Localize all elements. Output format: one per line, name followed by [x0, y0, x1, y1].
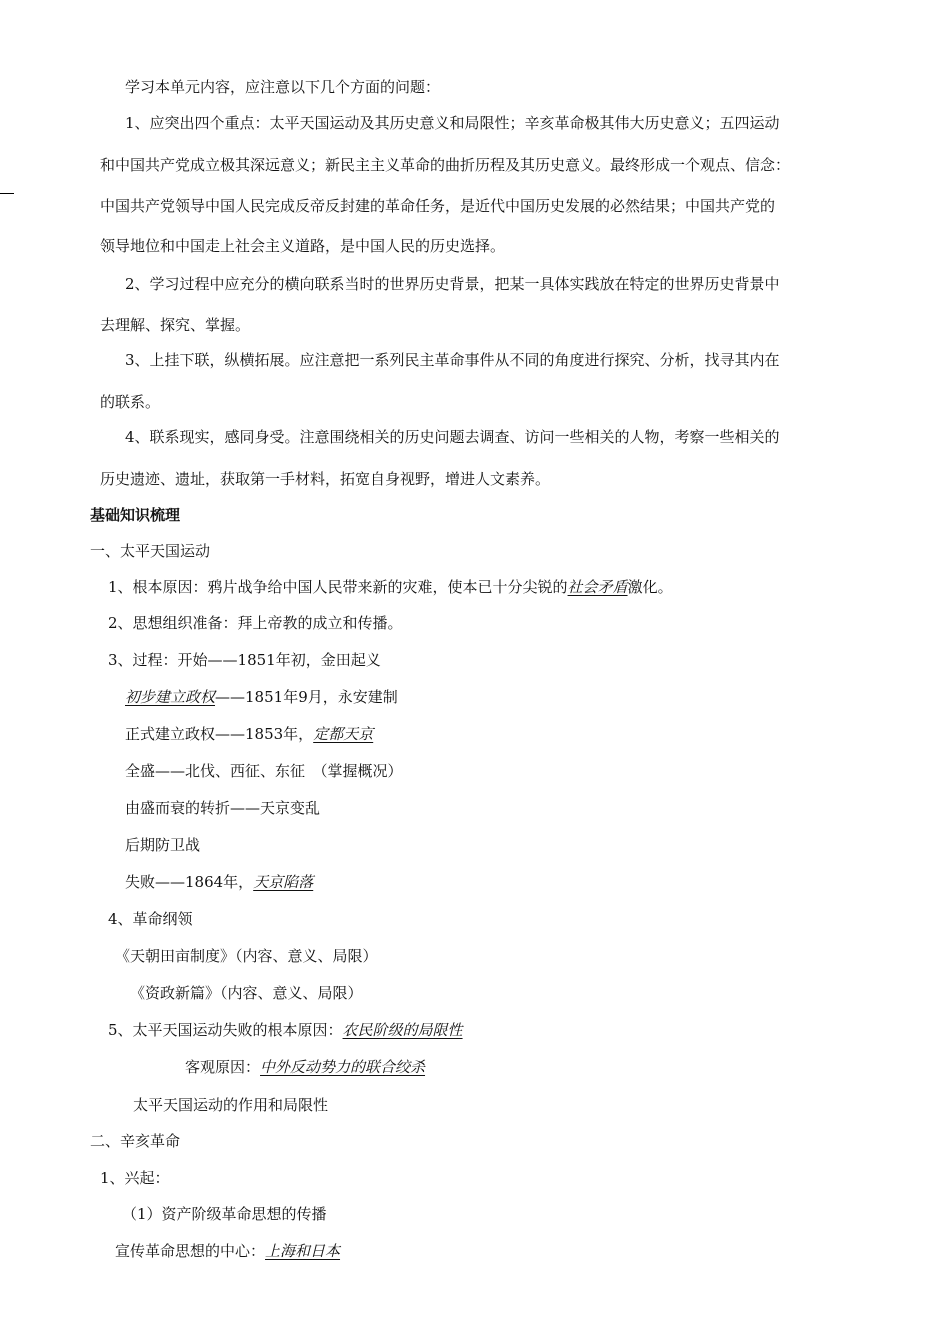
xinhai-item1: 1、兴起： — [100, 1169, 170, 1187]
taiping-item5-underlined: 农民阶级的局限性 — [342, 1021, 463, 1039]
intro-p1-line4: 领导地位和中国走上社会主义道路，是中国人民的历史选择。 — [100, 237, 506, 255]
xinhai-sub1: （1）资产阶级革命思想的传播 — [122, 1205, 327, 1223]
intro-p4-line2: 历史遗迹、遗址，获取第一手材料，拓宽自身视野，增进人文素养。 — [100, 470, 551, 488]
margin-mark — [0, 193, 14, 194]
taiping-item2: 2、思想组织准备：拜上帝教的成立和传播。 — [108, 614, 403, 632]
process-b-underlined: 定都天京 — [313, 725, 374, 743]
intro-lead: 学习本单元内容，应注意以下几个方面的问题： — [125, 78, 441, 96]
intro-p1-line3: 中国共产党领导中国人民完成反帝反封建的革命任务，是近代中国历史发展的必然结果；中国共产党的 — [100, 197, 776, 215]
intro-p2-line2: 去理解、探究、掌握。 — [100, 316, 251, 334]
process-f-pre: 失败——1864年， — [125, 873, 254, 891]
intro-p2-line1: 2、学习过程中应充分的横向联系当时的世界历史背景，把某一具体实践放在特定的世界历史背景中 — [125, 275, 780, 293]
xinhai-heading: 二、辛亥革命 — [90, 1132, 181, 1150]
process-c: 全盛——北伐、西征、东征 （掌握概况） — [125, 762, 403, 780]
taiping-item1-underlined: 社会矛盾 — [567, 578, 628, 596]
objective-cause — [185, 1057, 425, 1077]
intro-p1-line1: 1、应突出四个重点：太平天国运动及其历史意义和局限性；辛亥革命极其伟大历史意义；五四运动 — [125, 114, 780, 132]
process-a — [125, 687, 398, 707]
section-title: 基础知识梳理 — [90, 506, 181, 524]
process-d: 由盛而衰的转折——天京变乱 — [125, 799, 321, 817]
xinhai-center-underlined: 上海和日本 — [265, 1242, 341, 1260]
objective-cause-underlined: 中外反动势力的联合绞杀 — [260, 1058, 426, 1076]
taiping-item5-pre: 5、太平天国运动失败的根本原因： — [108, 1021, 343, 1039]
program-1: 《天朝田亩制度》（内容、意义、局限） — [115, 947, 378, 965]
program-2: 《资政新篇》（内容、意义、局限） — [130, 984, 363, 1002]
intro-p3-line2: 的联系。 — [100, 393, 161, 411]
taiping-heading: 一、太平天国运动 — [90, 542, 211, 560]
process-f — [125, 872, 313, 892]
process-e: 后期防卫战 — [125, 836, 201, 854]
taiping-item1-pre: 1、根本原因：鸦片战争给中国人民带来新的灾难，使本已十分尖锐的 — [108, 578, 568, 596]
objective-cause-pre: 客观原因： — [185, 1058, 261, 1076]
intro-p4-line1: 4、联系现实，感同身受。注意围绕相关的历史问题去调查、访问一些相关的人物，考察一些相关的 — [125, 428, 780, 446]
intro-p1-line2: 和中国共产党成立极其深远意义；新民主主义革命的曲折历程及其历史意义。最终形成一个观点、信念： — [100, 156, 791, 174]
process-b — [125, 724, 373, 744]
process-a-underlined: 初步建立政权 — [125, 688, 216, 706]
taiping-item1 — [108, 577, 673, 597]
process-f-underlined: 天京陷落 — [253, 873, 314, 891]
xinhai-center-pre: 宣传革命思想的中心： — [115, 1242, 266, 1260]
process-b-pre: 正式建立政权——1853年， — [125, 725, 314, 743]
intro-p3-line1: 3、上挂下联，纵横拓展。应注意把一系列民主革命事件从不同的角度进行探究、分析，找寻其内在 — [125, 351, 780, 369]
taiping-item4: 4、革命纲领 — [108, 910, 193, 928]
taiping-item5 — [108, 1020, 463, 1040]
xinhai-center — [115, 1241, 340, 1261]
taiping-item1-post: 激化。 — [627, 578, 673, 596]
process-a-post: ——1851年9月，永安建制 — [215, 688, 398, 706]
taiping-item3: 3、过程：开始——1851年初，金田起义 — [108, 651, 381, 669]
taiping-role: 太平天国运动的作用和局限性 — [133, 1096, 329, 1114]
